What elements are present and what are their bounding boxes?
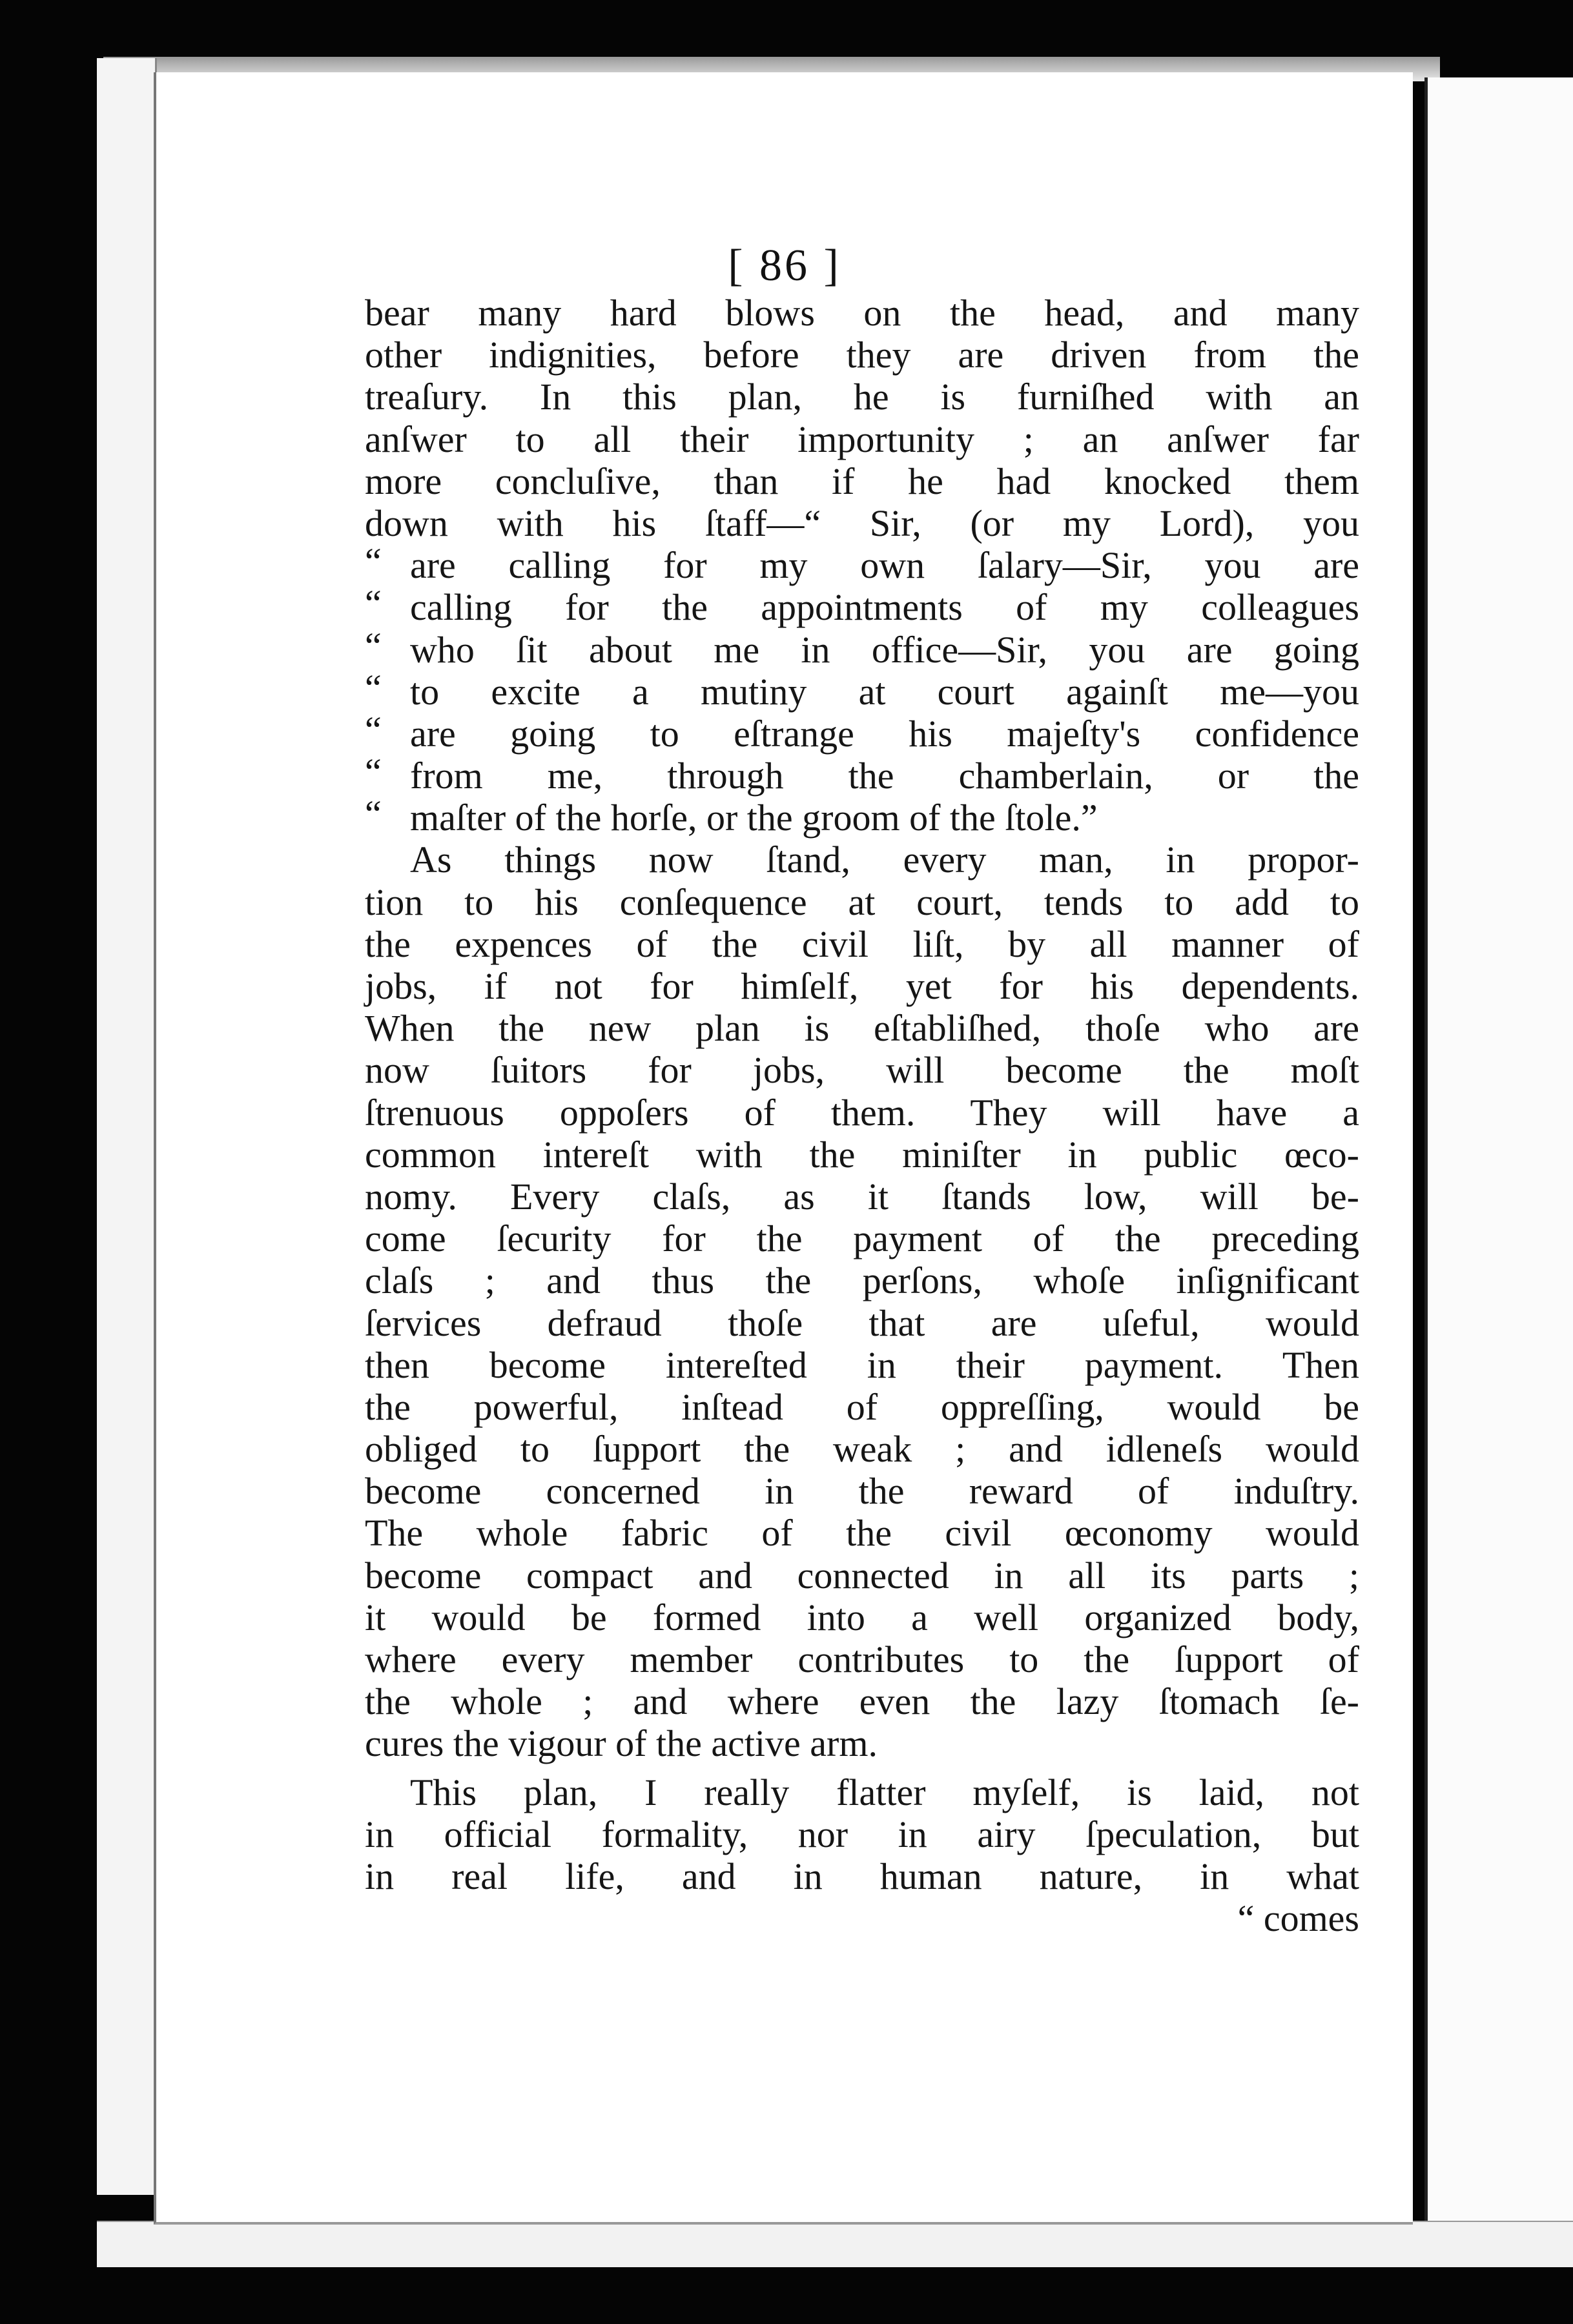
text-line: common intereſt with the miniſter in public œco- <box>365 1133 1359 1176</box>
book-page <box>154 72 1413 2225</box>
text-line: the powerful, inſtead of oppreſſing, would be <box>365 1385 1359 1428</box>
paragraph-start-line: This plan, I really flatter myſelf, is laid, not <box>410 1771 1359 1813</box>
text-line: tion to his conſequence at court, tends to add to <box>365 881 1359 923</box>
text-line: become compact and connected in all its parts ; <box>365 1554 1359 1596</box>
text-line: then become intereſted in their payment. Then <box>365 1343 1359 1386</box>
text-line: in official formality, nor in airy ſpeculation, but <box>365 1813 1359 1855</box>
text-line: obliged to ſupport the weak ; and idleneſs would <box>365 1428 1359 1471</box>
text-line: bear many hard blows on the head, and many <box>365 292 1359 334</box>
text-line: come ſecurity for the payment of the preceding <box>365 1218 1359 1260</box>
quoted-line: “ are going to eſtrange his majeſty's confidence <box>365 713 1359 755</box>
text-line: The whole fabric of the civil œconomy would <box>365 1512 1359 1554</box>
quoted-line: “ from me, through the chamberlain, or the <box>365 755 1359 797</box>
text-line: other indignities, before they are driven from the <box>365 334 1359 376</box>
text-line: where every member contributes to the ſupport of <box>365 1638 1359 1680</box>
text-line: the whole ; and where even the lazy ſtomach ſe- <box>365 1680 1359 1723</box>
text-line: ſervices defraud thoſe that are uſeful, would <box>365 1301 1359 1344</box>
text-line: more concluſive, than if he had knocked them <box>365 460 1359 502</box>
text-line: ſtrenuous oppoſers of them. They will have a <box>365 1091 1359 1134</box>
body-text <box>365 292 1359 1939</box>
text-line: down with his ſtaff—“ Sir, (or my Lord), you <box>365 502 1359 544</box>
quoted-line: “ are calling for my own ſalary—Sir, you are <box>365 544 1359 586</box>
quoted-line: “ maſter of the horſe, or the groom of the ſtole.” <box>365 797 1359 839</box>
paragraph-start-line: As things now ſtand, every man, in propor- <box>410 839 1359 881</box>
catchword: “ comes <box>1237 1897 1359 1940</box>
quoted-line: “ calling for the appointments of my colleagues <box>365 586 1359 628</box>
text-line: it would be formed into a well organized body, <box>365 1596 1359 1638</box>
text-line: the expences of the civil liſt, by all manner of <box>365 922 1359 965</box>
text-line: cures the vigour of the active arm. <box>365 1722 878 1765</box>
text-line: claſs ; and thus the perſons, whoſe inſignificant <box>365 1259 1359 1302</box>
bottom-page-edge <box>97 2221 1573 2267</box>
text-line: anſwer to all their importunity ; an anſwer far <box>365 418 1359 460</box>
text-line: become concerned in the reward of induſtry. <box>365 1470 1359 1513</box>
text-line: in real life, and in human nature, in what <box>365 1855 1359 1897</box>
text-line: treaſury. In this plan, he is furniſhed with an <box>365 376 1359 418</box>
text-line: When the new plan is eſtabliſhed, thoſe who are <box>365 1007 1359 1050</box>
facing-page <box>1424 77 1573 2227</box>
page-number-header: [ 86 ] <box>728 241 841 290</box>
text-line: now ſuitors for jobs, will become the moſt <box>365 1049 1359 1092</box>
quoted-line: “ who ſit about me in office—Sir, you are going <box>365 629 1359 671</box>
quoted-line: “ to excite a mutiny at court againſt me—you <box>365 671 1359 713</box>
text-line: jobs, if not for himſelf, yet for his dependents. <box>365 965 1359 1007</box>
left-page-edge <box>97 58 157 2195</box>
text-line: nomy. Every claſs, as it ſtands low, will be- <box>365 1175 1359 1218</box>
